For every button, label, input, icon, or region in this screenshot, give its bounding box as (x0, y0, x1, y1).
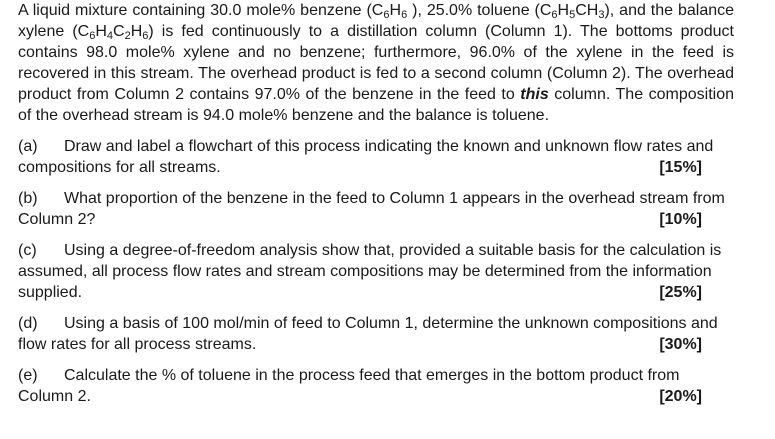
subscript: 5 (569, 9, 576, 21)
question-text: Using a degree-of-freedom analysis show that, provided a suitable basis for the calculation is assumed, all process flow rates and stream compositions may be determined from the information supplied. (18, 242, 722, 301)
intro-text: ) is fed continuously to a distillation column (Column 1). The bottoms product contains 98.0 mole% xylene and no benzene; furthermore, 96.0% of the xylene in the feed is recovered in this stream. The overhead product is fed to a second column (Column 2). The overhead product from Column 2 contains 97.0% of the benzene in the feed to (18, 23, 735, 103)
intro-text: H (95, 23, 107, 40)
subscript: 3 (598, 9, 605, 21)
question-label: (a) (18, 138, 38, 155)
problem-sheet (18, 0, 734, 407)
question-text: Draw and label a flowchart of this process indicating the known and unknown flow rates and compositions for all streams. (18, 138, 714, 176)
subscript: 6 (551, 9, 558, 21)
question-d (18, 313, 734, 355)
intro-text: A liquid mixture containing 30.0 mole% benzene (C (18, 2, 384, 19)
question-label: (c) (18, 242, 37, 259)
intro-text: ), 25.0% toluene (C (407, 2, 552, 19)
question-label: (b) (18, 190, 38, 207)
problem-statement (18, 0, 734, 126)
question-text: What proportion of the benzene in the feed to Column 1 appears in the overhead stream from Column 2? (18, 190, 725, 228)
intro-text: H (557, 2, 570, 19)
intro-text: ), and the balance xylene (C (18, 2, 735, 40)
subscript: 6 (142, 30, 149, 42)
question-marks: [25%] (659, 284, 702, 301)
intro-text: CH (575, 2, 599, 19)
intro-text: H (130, 23, 143, 40)
subscript: 2 (124, 30, 131, 42)
question-label: (d) (18, 315, 38, 332)
question-c (18, 240, 734, 303)
question-marks: [15%] (659, 159, 702, 176)
intro-text: column. The composition of the overhead stream is 94.0 mole% benzene and the balance is toluene. (18, 86, 734, 124)
question-marks: [30%] (659, 336, 702, 353)
subscript: 6 (383, 9, 390, 21)
subscript: 4 (106, 30, 114, 42)
question-b (18, 188, 734, 230)
subscript: 6 (89, 30, 96, 42)
question-e (18, 365, 734, 407)
question-marks: [10%] (659, 211, 702, 228)
question-text: Using a basis of 100 mol/min of feed to Column 1, determine the unknown compositions and flow rates for all process streams. (18, 315, 718, 353)
intro-text: H (389, 2, 402, 19)
question-a (18, 136, 734, 178)
question-label: (e) (18, 367, 38, 384)
question-marks: [20%] (659, 388, 702, 405)
subscript: 6 (401, 9, 408, 21)
question-text: Calculate the % of toluene in the process feed that emerges in the bottom product from Column 2. (18, 367, 680, 405)
emphasized-word: this (520, 86, 549, 103)
intro-text: C (113, 23, 125, 40)
